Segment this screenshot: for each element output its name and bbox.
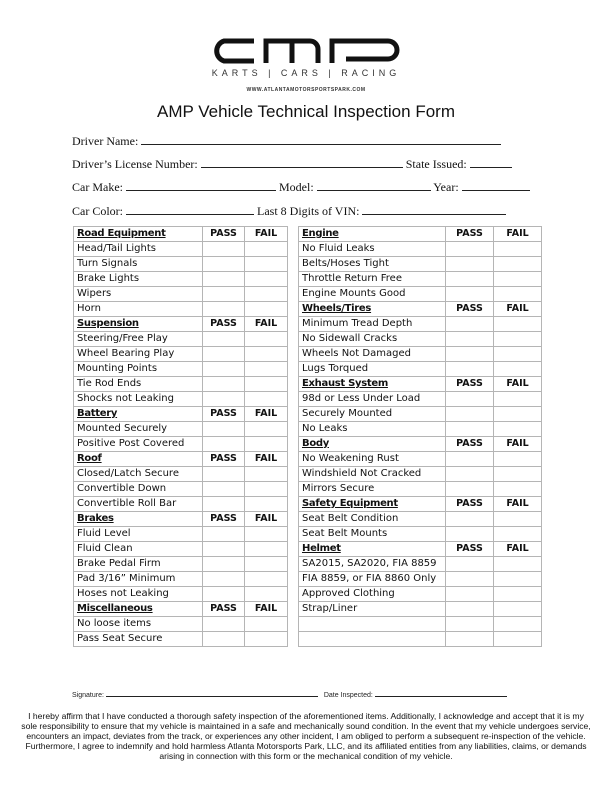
inspection-item-label: Wheels Not Damaged <box>299 347 446 362</box>
left-table-row <box>74 557 288 572</box>
right-table-row <box>299 287 542 302</box>
fail-cell[interactable] <box>245 242 288 257</box>
fail-cell[interactable] <box>494 572 542 587</box>
fail-cell[interactable] <box>494 482 542 497</box>
fail-column-header: FAIL <box>245 452 288 467</box>
fail-cell[interactable] <box>245 287 288 302</box>
section-title: Miscellaneous <box>74 602 203 617</box>
fail-cell[interactable] <box>245 542 288 557</box>
inspection-item-label: No Sidewall Cracks <box>299 332 446 347</box>
pass-cell[interactable] <box>203 572 245 587</box>
pass-cell[interactable] <box>446 272 494 287</box>
left-table-row <box>74 332 288 347</box>
right-table-row <box>299 557 542 572</box>
fail-column-header: FAIL <box>494 302 542 317</box>
fail-column-header: FAIL <box>245 512 288 527</box>
inspection-item-label: Strap/Liner <box>299 602 446 617</box>
pass-cell[interactable] <box>203 392 245 407</box>
left-table-row <box>74 587 288 602</box>
pass-cell[interactable] <box>446 527 494 542</box>
pass-cell[interactable] <box>203 422 245 437</box>
left-table-row <box>74 377 288 392</box>
pass-cell[interactable] <box>446 347 494 362</box>
right-table-row <box>299 602 542 617</box>
inspection-item-label <box>299 632 446 647</box>
inspection-item-label: Hoses not Leaking <box>74 587 203 602</box>
pass-cell[interactable] <box>446 407 494 422</box>
left-table-row <box>74 392 288 407</box>
fail-cell[interactable] <box>494 317 542 332</box>
right-table-row <box>299 392 542 407</box>
left-table-row <box>74 347 288 362</box>
pass-cell[interactable] <box>446 467 494 482</box>
fail-column-header: FAIL <box>494 227 542 242</box>
pass-cell[interactable] <box>446 602 494 617</box>
inspection-item-label: Turn Signals <box>74 257 203 272</box>
driver-name-row <box>72 134 501 149</box>
pass-cell[interactable] <box>446 557 494 572</box>
year-field[interactable] <box>462 180 530 191</box>
left-table-row <box>74 527 288 542</box>
inspection-item-label: Mounting Points <box>74 362 203 377</box>
pass-cell[interactable] <box>446 392 494 407</box>
fail-cell[interactable] <box>494 392 542 407</box>
section-title: Battery <box>74 407 203 422</box>
pass-cell[interactable] <box>203 287 245 302</box>
left-table-row <box>74 542 288 557</box>
pass-cell[interactable] <box>203 377 245 392</box>
fail-cell[interactable] <box>494 272 542 287</box>
pass-column-header: PASS <box>446 377 494 392</box>
fail-cell[interactable] <box>494 242 542 257</box>
fail-cell[interactable] <box>245 422 288 437</box>
fail-cell[interactable] <box>494 587 542 602</box>
right-table-row <box>299 242 542 257</box>
right-section-header <box>299 542 542 557</box>
right-table-row <box>299 617 542 632</box>
pass-cell[interactable] <box>446 512 494 527</box>
inspection-item-label: Lugs Torqued <box>299 362 446 377</box>
fail-cell[interactable] <box>245 632 288 647</box>
left-table-row <box>74 572 288 587</box>
left-table-row <box>74 632 288 647</box>
inspection-item-label: Positive Post Covered <box>74 437 203 452</box>
affirmation-text: I hereby affirm that I have conducted a thorough safety inspection of the aforementioned items. Additionally, I acknowledge and accept that it is my sole responsibility to ensure that my vehicle is maintained in a safe and mechanically sound condition. In the event that my vehicle undergoes service, encounters an impact, deviates from the track, or experiences any other incident, I am obliged to perform a subsequent re-inspection of the vehicle. Furthermore, I agree to indemnify and hold harmless Atlanta Motorsports Park, LLC, and its affiliated entities from any liabilities, claims, or demands arising in connection with this form or the mechanical condition of my vehicle. <box>21 711 591 761</box>
left-table-row <box>74 302 288 317</box>
left-section-header <box>74 602 288 617</box>
inspection-item-label: Minimum Tread Depth <box>299 317 446 332</box>
inspection-item-label: Engine Mounts Good <box>299 287 446 302</box>
pass-cell[interactable] <box>203 302 245 317</box>
pass-cell[interactable] <box>203 362 245 377</box>
left-table-row <box>74 617 288 632</box>
pass-column-header: PASS <box>446 542 494 557</box>
section-title: Brakes <box>74 512 203 527</box>
section-title: Wheels/Tires <box>299 302 446 317</box>
fail-cell[interactable] <box>494 287 542 302</box>
pass-column-header: PASS <box>203 602 245 617</box>
fail-column-header: FAIL <box>245 407 288 422</box>
inspection-item-label: No Leaks <box>299 422 446 437</box>
pass-cell[interactable] <box>203 467 245 482</box>
right-table-row <box>299 587 542 602</box>
pass-column-header: PASS <box>446 302 494 317</box>
inspection-item-label: Brake Lights <box>74 272 203 287</box>
car-make-row <box>72 180 530 195</box>
right-section-header <box>299 437 542 452</box>
signature-label: Signature: <box>72 692 104 699</box>
section-title: Safety Equipment <box>299 497 446 512</box>
car-color-row <box>72 204 506 219</box>
inspection-item-label: Mirrors Secure <box>299 482 446 497</box>
right-table-row <box>299 257 542 272</box>
fail-cell[interactable] <box>494 362 542 377</box>
fail-cell[interactable] <box>245 557 288 572</box>
fail-cell[interactable] <box>494 617 542 632</box>
inspection-item-label: Securely Mounted <box>299 407 446 422</box>
fail-cell[interactable] <box>494 527 542 542</box>
pass-cell[interactable] <box>203 347 245 362</box>
inspection-item-label: Head/Tail Lights <box>74 242 203 257</box>
right-table-row <box>299 347 542 362</box>
license-row <box>72 157 512 172</box>
fail-cell[interactable] <box>245 587 288 602</box>
fail-cell[interactable] <box>245 392 288 407</box>
pass-column-header: PASS <box>203 512 245 527</box>
left-table-row <box>74 272 288 287</box>
vin-field[interactable] <box>362 204 506 215</box>
date-inspected-field[interactable] <box>375 689 507 697</box>
date-inspected-label: Date Inspected: <box>323 692 373 699</box>
pass-cell[interactable] <box>446 317 494 332</box>
left-table-row <box>74 287 288 302</box>
pass-cell[interactable] <box>203 497 245 512</box>
left-section-header <box>74 317 288 332</box>
fail-column-header: FAIL <box>245 227 288 242</box>
right-table-row <box>299 332 542 347</box>
left-table-row <box>74 362 288 377</box>
section-title: Road Equipment <box>74 227 203 242</box>
inspection-item-label: Windshield Not Cracked <box>299 467 446 482</box>
fail-cell[interactable] <box>245 332 288 347</box>
fail-column-header: FAIL <box>245 602 288 617</box>
inspection-item-label: SA2015, SA2020, FIA 8859 <box>299 557 446 572</box>
inspection-table-left <box>73 226 288 647</box>
inspection-item-label: Convertible Down <box>74 482 203 497</box>
fail-cell[interactable] <box>494 347 542 362</box>
section-title: Exhaust System <box>299 377 446 392</box>
right-table-row <box>299 452 542 467</box>
right-section-header <box>299 497 542 512</box>
fail-cell[interactable] <box>245 437 288 452</box>
model-label: Model: <box>278 180 314 194</box>
left-table-row <box>74 482 288 497</box>
fail-cell[interactable] <box>494 332 542 347</box>
fail-cell[interactable] <box>245 497 288 512</box>
website-url: WWW.ATLANTAMOTORSPORTSPARK.COM <box>246 87 366 93</box>
right-section-header <box>299 227 542 242</box>
fail-cell[interactable] <box>245 377 288 392</box>
pass-column-header: PASS <box>203 317 245 332</box>
inspection-item-label: Approved Clothing <box>299 587 446 602</box>
left-section-header <box>74 227 288 242</box>
page-title: AMP Vehicle Technical Inspection Form <box>157 102 455 121</box>
right-table-row <box>299 482 542 497</box>
pass-cell[interactable] <box>203 257 245 272</box>
license-number-field[interactable] <box>201 157 403 168</box>
inspection-item-label: Mounted Securely <box>74 422 203 437</box>
right-table-row <box>299 632 542 647</box>
pass-column-header: PASS <box>446 437 494 452</box>
pass-cell[interactable] <box>446 287 494 302</box>
inspection-item-label: Closed/Latch Secure <box>74 467 203 482</box>
pass-cell[interactable] <box>203 272 245 287</box>
left-table-row <box>74 497 288 512</box>
signature-field[interactable] <box>106 689 318 697</box>
fail-cell[interactable] <box>494 257 542 272</box>
left-table-row <box>74 437 288 452</box>
inspection-item-label: No loose items <box>74 617 203 632</box>
inspection-item-label: Shocks not Leaking <box>74 392 203 407</box>
inspection-item-label: 98d or Less Under Load <box>299 392 446 407</box>
pass-cell[interactable] <box>446 482 494 497</box>
right-table-row <box>299 467 542 482</box>
fail-cell[interactable] <box>494 602 542 617</box>
pass-cell[interactable] <box>203 437 245 452</box>
fail-column-header: FAIL <box>494 497 542 512</box>
driver-name-label: Driver Name: <box>72 134 139 148</box>
fail-cell[interactable] <box>494 452 542 467</box>
fail-cell[interactable] <box>494 467 542 482</box>
pass-cell[interactable] <box>446 422 494 437</box>
inspection-item-label: Brake Pedal Firm <box>74 557 203 572</box>
fail-cell[interactable] <box>494 407 542 422</box>
fail-cell[interactable] <box>494 422 542 437</box>
left-table-row <box>74 467 288 482</box>
amp-logo <box>0 38 612 93</box>
state-issued-label: State Issued: <box>405 157 467 171</box>
pass-cell[interactable] <box>203 632 245 647</box>
inspection-item-label: Fluid Level <box>74 527 203 542</box>
inspection-item-label: Pad 3/16” Minimum <box>74 572 203 587</box>
section-title: Suspension <box>74 317 203 332</box>
section-title: Body <box>299 437 446 452</box>
pass-cell[interactable] <box>446 572 494 587</box>
right-table-row <box>299 362 542 377</box>
car-make-label: Car Make: <box>72 180 123 194</box>
right-table-row <box>299 527 542 542</box>
state-issued-field[interactable] <box>470 157 512 168</box>
logo-tagline: KARTS | CARS | RACING <box>211 68 401 78</box>
pass-cell[interactable] <box>446 362 494 377</box>
amp-logo-mark <box>210 38 402 64</box>
pass-cell[interactable] <box>203 542 245 557</box>
left-table-row <box>74 422 288 437</box>
pass-column-header: PASS <box>203 407 245 422</box>
inspection-item-label: Seat Belt Condition <box>299 512 446 527</box>
pass-cell[interactable] <box>203 527 245 542</box>
car-make-field[interactable] <box>126 180 276 191</box>
fail-cell[interactable] <box>245 272 288 287</box>
pass-cell[interactable] <box>446 617 494 632</box>
inspection-item-label: Steering/Free Play <box>74 332 203 347</box>
fail-cell[interactable] <box>245 527 288 542</box>
section-title: Roof <box>74 452 203 467</box>
inspection-item-label: Tie Rod Ends <box>74 377 203 392</box>
inspection-item-label: Horn <box>74 302 203 317</box>
driver-name-field[interactable] <box>141 134 501 145</box>
pass-cell[interactable] <box>203 617 245 632</box>
fail-column-header: FAIL <box>494 437 542 452</box>
left-section-header <box>74 407 288 422</box>
fail-cell[interactable] <box>245 482 288 497</box>
pass-cell[interactable] <box>446 587 494 602</box>
inspection-item-label: No Fluid Leaks <box>299 242 446 257</box>
fail-cell[interactable] <box>245 257 288 272</box>
right-table-row <box>299 272 542 287</box>
pass-cell[interactable] <box>203 332 245 347</box>
fail-cell[interactable] <box>494 557 542 572</box>
fail-cell[interactable] <box>245 347 288 362</box>
right-table-row <box>299 422 542 437</box>
section-title: Engine <box>299 227 446 242</box>
inspection-item-label: Convertible Roll Bar <box>74 497 203 512</box>
pass-cell[interactable] <box>203 242 245 257</box>
fail-cell[interactable] <box>245 572 288 587</box>
inspection-item-label <box>299 617 446 632</box>
fail-column-header: FAIL <box>245 317 288 332</box>
inspection-item-label: Wipers <box>74 287 203 302</box>
right-section-header <box>299 377 542 392</box>
pass-cell[interactable] <box>203 557 245 572</box>
pass-cell[interactable] <box>446 632 494 647</box>
inspection-item-label: Throttle Return Free <box>299 272 446 287</box>
right-table-row <box>299 317 542 332</box>
inspection-table-right <box>298 226 542 647</box>
pass-cell[interactable] <box>203 587 245 602</box>
fail-column-header: FAIL <box>494 377 542 392</box>
left-table-row <box>74 257 288 272</box>
pass-cell[interactable] <box>446 452 494 467</box>
pass-column-header: PASS <box>203 227 245 242</box>
inspection-item-label: FIA 8859, or FIA 8860 Only <box>299 572 446 587</box>
inspection-item-label: Fluid Clean <box>74 542 203 557</box>
fail-cell[interactable] <box>245 467 288 482</box>
pass-cell[interactable] <box>446 332 494 347</box>
pass-column-header: PASS <box>203 452 245 467</box>
inspection-item-label: No Weakening Rust <box>299 452 446 467</box>
pass-cell[interactable] <box>203 482 245 497</box>
pass-column-header: PASS <box>446 497 494 512</box>
model-field[interactable] <box>317 180 431 191</box>
fail-cell[interactable] <box>245 362 288 377</box>
fail-cell[interactable] <box>494 512 542 527</box>
right-section-header <box>299 302 542 317</box>
fail-column-header: FAIL <box>494 542 542 557</box>
car-color-field[interactable] <box>126 204 254 215</box>
inspection-item-label: Pass Seat Secure <box>74 632 203 647</box>
pass-cell[interactable] <box>446 242 494 257</box>
fail-cell[interactable] <box>494 632 542 647</box>
year-label: Year: <box>433 180 459 194</box>
right-table-row <box>299 512 542 527</box>
inspection-item-label: Belts/Hoses Tight <box>299 257 446 272</box>
pass-cell[interactable] <box>446 257 494 272</box>
pass-column-header: PASS <box>446 227 494 242</box>
fail-cell[interactable] <box>245 302 288 317</box>
right-table-row <box>299 572 542 587</box>
vin-label: Last 8 Digits of VIN: <box>257 204 360 218</box>
left-table-row <box>74 242 288 257</box>
fail-cell[interactable] <box>245 617 288 632</box>
inspection-item-label: Wheel Bearing Play <box>74 347 203 362</box>
inspection-item-label: Seat Belt Mounts <box>299 527 446 542</box>
right-table-row <box>299 407 542 422</box>
left-section-header <box>74 512 288 527</box>
signature-row <box>72 689 507 699</box>
section-title: Helmet <box>299 542 446 557</box>
left-section-header <box>74 452 288 467</box>
license-number-label: Driver’s License Number: <box>72 157 198 171</box>
car-color-label: Car Color: <box>72 204 123 218</box>
